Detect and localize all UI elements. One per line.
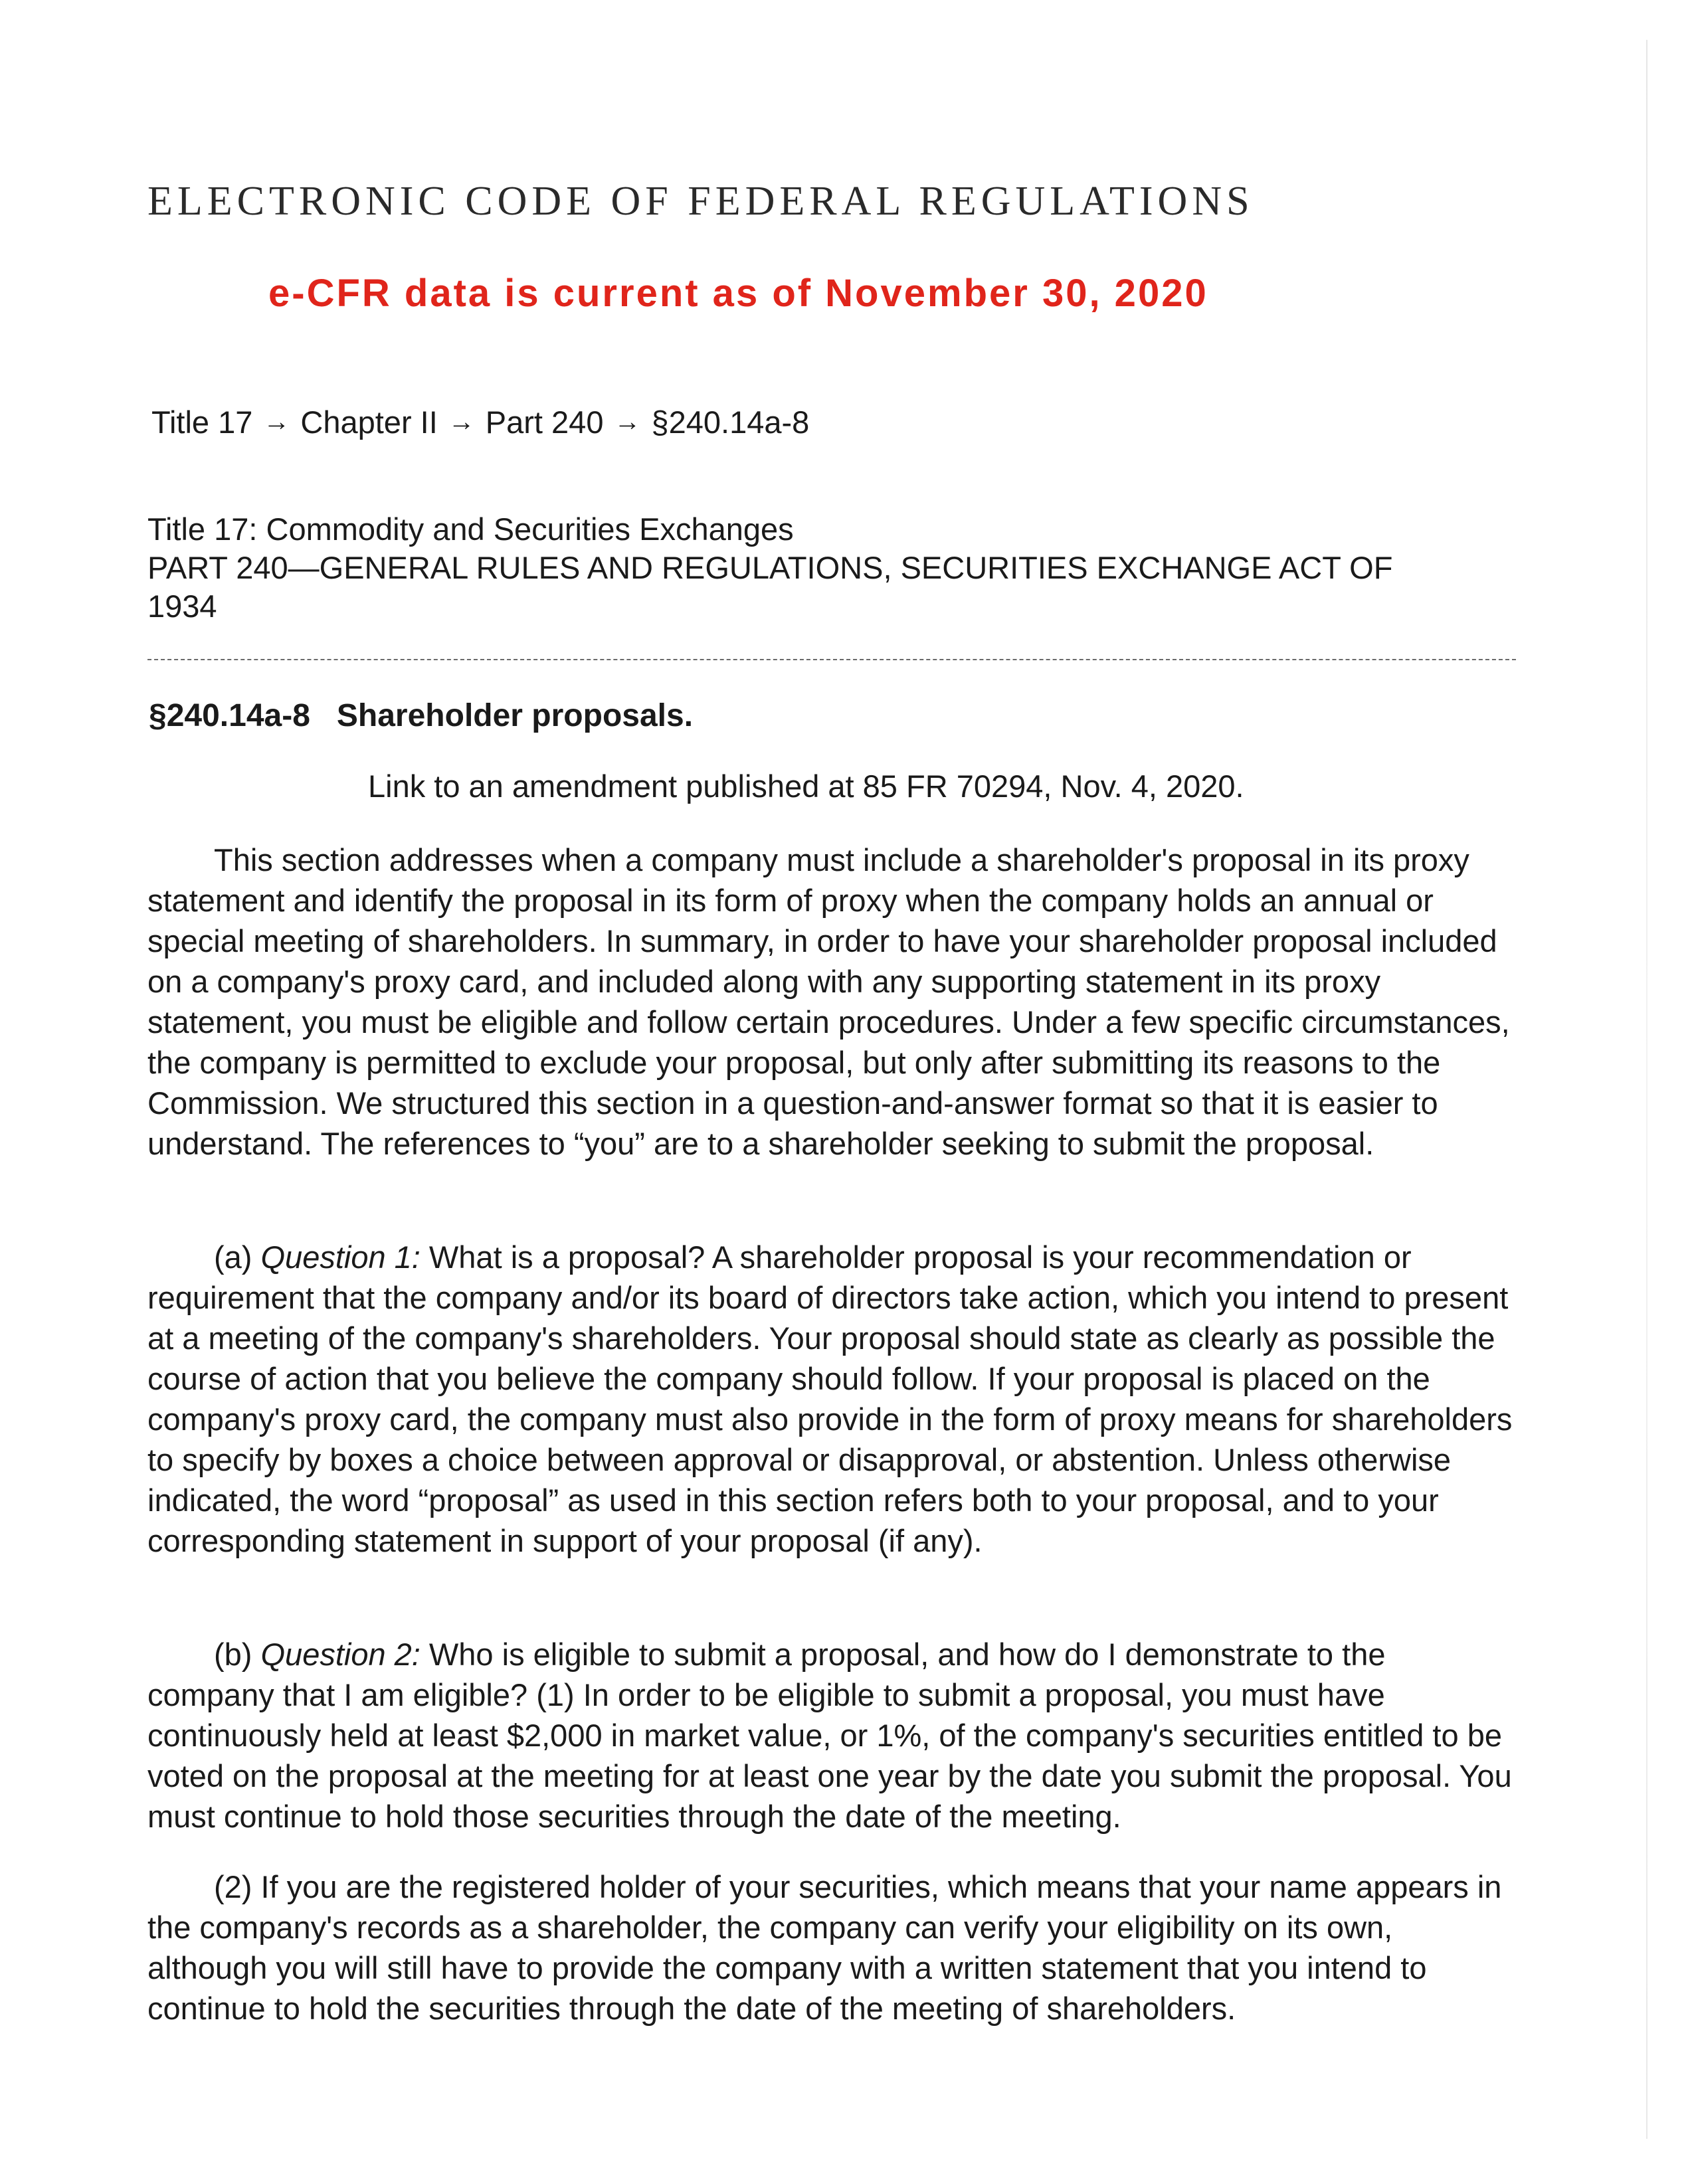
breadcrumb-item-title: Title 17 xyxy=(151,405,253,440)
section-number: §240.14a-8 xyxy=(149,698,310,733)
question-label: Question 2: xyxy=(260,1637,421,1672)
amendment-link: Link to an amendment published at 85 FR 70294, Nov. 4, 2020. xyxy=(368,769,1244,804)
question-1-paragraph xyxy=(147,1237,1516,1561)
right-arrow-icon: → xyxy=(263,407,290,436)
question-2-paragraph xyxy=(147,1634,1516,1837)
question-1-text: What is a proposal? A shareholder proposal is your recommendation or requirement that the company and/or its board of directors take action, which you intend to present at a meeting of the company's shareholders. Your proposal should state as clearly as possible the course of action that you believe the company should follow. If your proposal is placed on the company's proxy card, the company must also provide in the form of proxy means for shareholders to specify by boxes a choice between approval or disapproval, or abstention. Unless otherwise indicated, the word “proposal” as used in this section refers both to your proposal, and to your corresponding statement in support of your proposal (if any). xyxy=(147,1239,1513,1558)
paragraph-marker: (a) xyxy=(214,1239,261,1275)
question-label: Question 1: xyxy=(260,1239,421,1275)
registered-holder-paragraph: (2) If you are the registered holder of your securities, which means that your name appears in the company's records as a shareholder, the company can verify your eligibility on its own, although you will still have to provide the company with a written statement that you intend to continue to hold the securities through the date of the meeting of shareholders. xyxy=(147,1869,1502,2026)
right-arrow-icon: → xyxy=(614,407,641,436)
breadcrumb-item-chapter: Chapter II xyxy=(300,405,438,440)
part-line-continued: 1934 xyxy=(147,589,217,624)
title-line: Title 17: Commodity and Securities Exchanges xyxy=(147,511,794,547)
intro-paragraph: This section addresses when a company must include a shareholder's proposal in its proxy statement and identify the proposal in its form of proxy when the company holds an annual or special meeting of shareholders. In summary, in order to have your shareholder proposal included on a company's proxy card, and included along with any supporting statement in its proxy statement, you must be eligible and follow certain procedures. Under a few specific circumstances, the company is permitted to exclude your proposal, but only after submitting its reasons to the Commission. We structured this section in a question-and-answer format so that it is easier to understand. The references to “you” are to a shareholder seeking to submit the proposal. xyxy=(147,842,1510,1161)
section-name: Shareholder proposals. xyxy=(336,698,694,733)
title-block xyxy=(147,510,1529,626)
scan-edge-shadow xyxy=(1646,40,1647,2139)
breadcrumb-item-section: §240.14a-8 xyxy=(651,405,810,440)
section-divider xyxy=(147,659,1516,660)
currency-notice: e-CFR data is current as of November 30, 2020 xyxy=(268,272,1208,315)
part-line: PART 240—GENERAL RULES AND REGULATIONS, SECURITIES EXCHANGE ACT OF xyxy=(147,550,1393,585)
breadcrumb-item-part: Part 240 xyxy=(485,405,604,440)
question-2-text: Who is eligible to submit a proposal, and how do I demonstrate to the company that I am eligible? (1) In order to be eligible to submit a proposal, you must have continuously held at least $2,000 in market value, or 1%, of the company's securities entitled to be voted on the proposal at the meeting for at least one year by the date you submit the proposal. You must continue to hold those securities through the date of the meeting. xyxy=(147,1637,1512,1834)
right-arrow-icon: → xyxy=(448,407,475,436)
ecfr-banner: ELECTRONIC CODE OF FEDERAL REGULATIONS xyxy=(147,179,1254,224)
paragraph-marker: (b) xyxy=(214,1637,261,1672)
section-heading xyxy=(149,697,693,734)
breadcrumb xyxy=(151,404,809,440)
